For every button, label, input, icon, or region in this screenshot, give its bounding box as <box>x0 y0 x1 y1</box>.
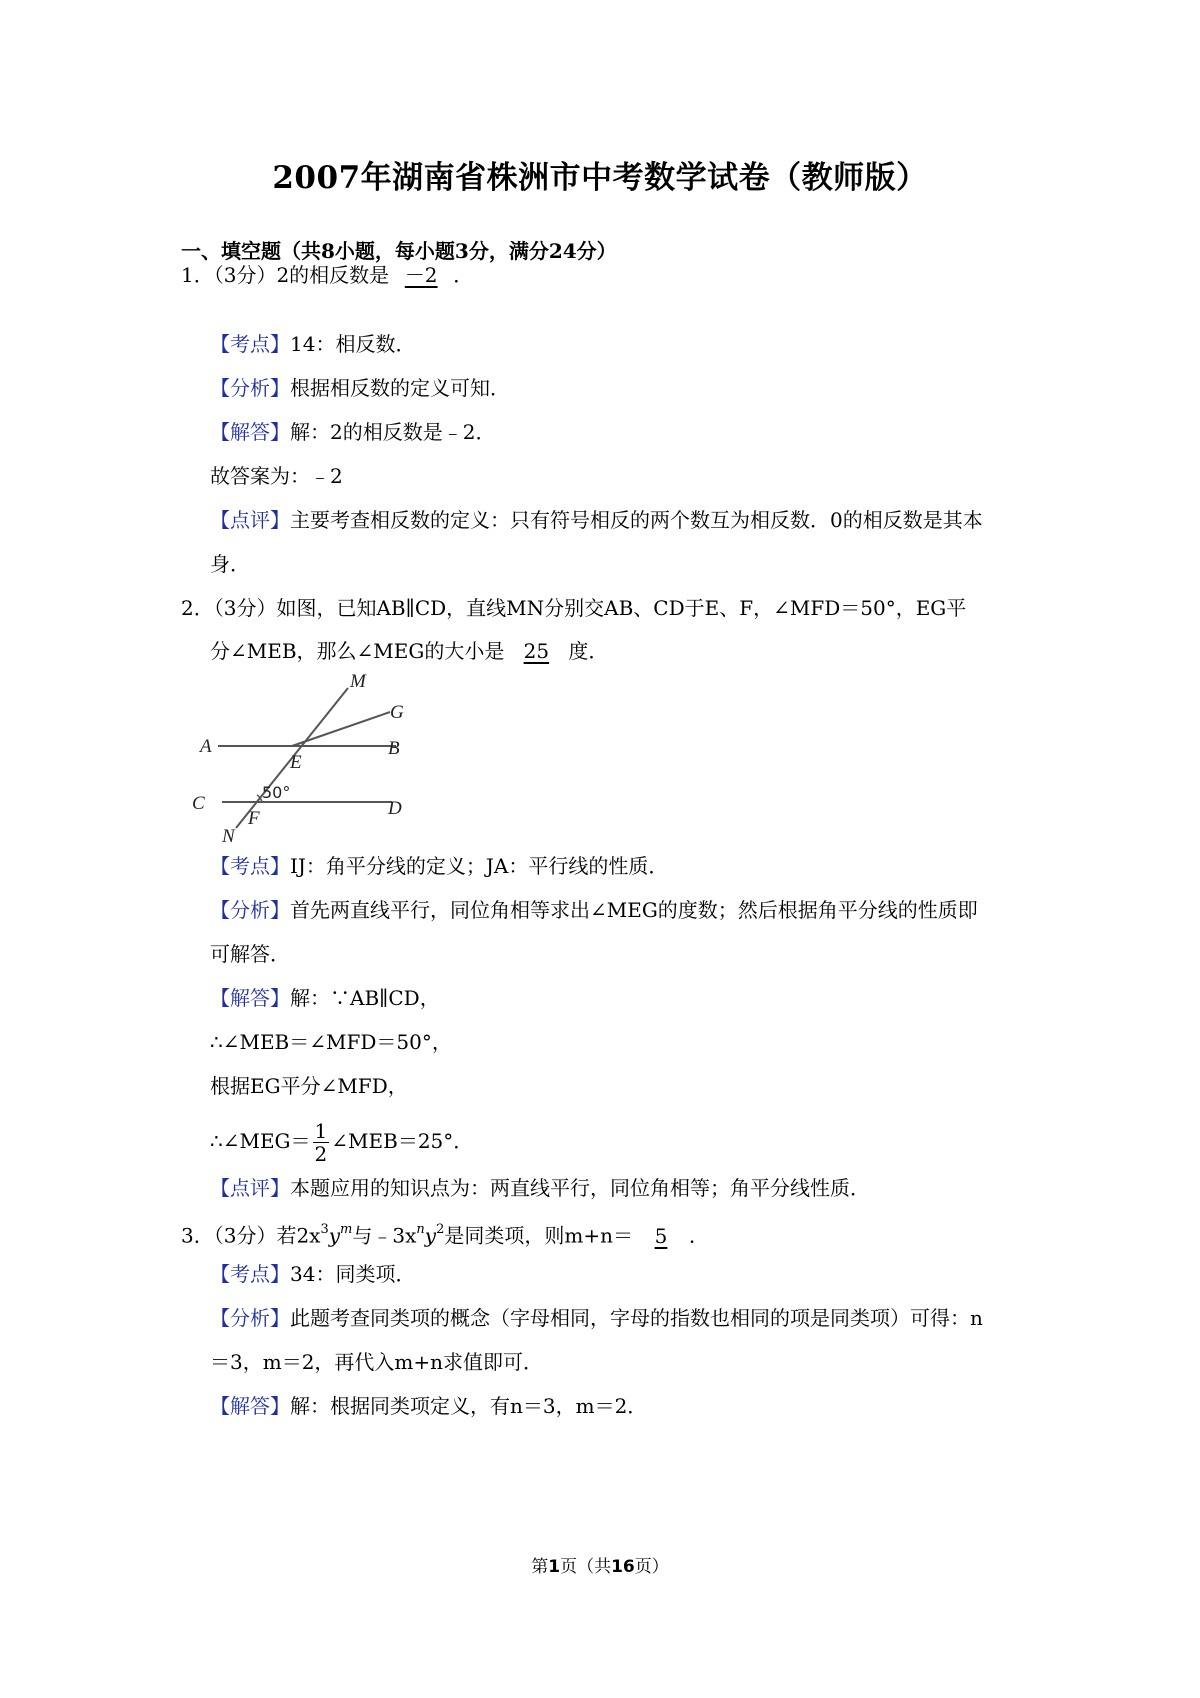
question-1-text: 1．（3分）2的相反数是 <box>181 263 390 287</box>
fraction <box>313 1120 330 1165</box>
jieda-tag: 【解答】 <box>210 1394 290 1418</box>
fraction-denominator: 2 <box>314 1142 328 1166</box>
q1-kaodian <box>210 329 415 359</box>
q3-jieda-text: 解：根据同类项定义，有n＝3，m＝2． <box>290 1394 648 1418</box>
q2-dianping <box>210 1173 870 1203</box>
label-g: G <box>390 702 404 723</box>
footer-total-pages: 16 <box>611 1557 635 1577</box>
page-title: 2007年湖南省株洲市中考数学试卷（教师版） <box>272 160 928 196</box>
question-3 <box>181 1217 709 1251</box>
q2-step2: ∴∠MEB＝∠MFD＝50°， <box>210 1030 452 1054</box>
label-e: E <box>290 752 302 773</box>
q1-jieda-text: 解：2的相反数是﹣2． <box>290 420 496 444</box>
dianping-tag: 【点评】 <box>210 508 290 532</box>
q3-text-4: y <box>424 1223 437 1248</box>
q3-text-1: 3．（3分）若2x <box>181 1223 321 1248</box>
q1-dianping-cont: 身． <box>210 552 250 576</box>
question-2-answer: 25 <box>523 639 550 663</box>
page-footer <box>0 1552 1200 1577</box>
q3-kaodian <box>210 1259 415 1289</box>
q2-step4-suffix: ∠MEB＝25°． <box>331 1129 474 1153</box>
q1-dianping <box>210 505 983 535</box>
q1-jieda <box>210 417 495 447</box>
q3-text-5: 是同类项，则m+n＝ <box>444 1223 633 1248</box>
q3-exp-3: n <box>416 1222 425 1237</box>
kaodian-tag: 【考点】 <box>210 854 290 878</box>
ray-eg <box>292 712 390 746</box>
jieda-tag: 【解答】 <box>210 986 290 1010</box>
q1-kaodian-text: 14：相反数． <box>290 332 416 356</box>
q3-exp-1: 3 <box>320 1222 329 1237</box>
q2-fenxi-cont: 可解答． <box>210 942 290 966</box>
q2-jieda <box>210 983 440 1013</box>
q3-fenxi-cont: ＝3，m＝2，再代入m+n求值即可． <box>210 1350 544 1374</box>
label-d: D <box>388 798 402 819</box>
q1-dianping-text: 主要考查相反数的定义：只有符号相反的两个数互为相反数．0的相反数是其本 <box>290 508 983 532</box>
q2-step3: 根据EG平分∠MFD， <box>210 1074 408 1098</box>
label-a: A <box>200 736 212 757</box>
footer-suffix: 页） <box>634 1557 669 1577</box>
kaodian-tag: 【考点】 <box>210 1262 290 1286</box>
q2-kaodian-text: IJ：角平分线的定义；JA：平行线的性质． <box>290 854 669 878</box>
question-1 <box>181 260 473 290</box>
fenxi-tag: 【分析】 <box>210 376 290 400</box>
label-f: F <box>248 808 260 829</box>
jieda-tag: 【解答】 <box>210 420 290 444</box>
geometry-figure <box>192 670 460 850</box>
angle-label: 50° <box>262 783 291 802</box>
footer-page-number: 1 <box>548 1557 561 1577</box>
q2-step4-prefix: ∴∠MEG＝ <box>210 1129 311 1153</box>
footer-middle: 页（共 <box>560 1557 612 1577</box>
question-3-answer: 5 <box>654 1223 668 1248</box>
q3-fenxi-text: 此题考查同类项的概念（字母相同，字母的指数也相同的项是同类项）可得：n <box>290 1306 983 1330</box>
q2-fenxi <box>210 895 978 925</box>
q3-text-3: 与﹣3x <box>352 1223 417 1248</box>
q3-jieda <box>210 1391 647 1421</box>
question-1-suffix: ． <box>453 263 474 287</box>
q3-exp-2: m <box>340 1222 353 1237</box>
q3-kaodian-text: 34：同类项． <box>290 1262 416 1286</box>
question-1-answer: －2 <box>404 263 438 287</box>
q2-kaodian <box>210 851 668 881</box>
q2-dianping-text: 本题应用的知识点为：两直线平行，同位角相等；角平分线性质． <box>290 1176 870 1200</box>
fenxi-tag: 【分析】 <box>210 898 290 922</box>
q2-jieda-text: 解：∵AB∥CD， <box>290 986 440 1010</box>
label-m: M <box>350 671 366 692</box>
q3-exp-4: 2 <box>436 1222 445 1237</box>
dianping-tag: 【点评】 <box>210 1176 290 1200</box>
kaodian-tag: 【考点】 <box>210 332 290 356</box>
q2-step4 <box>210 1116 473 1166</box>
question-2-line2 <box>210 636 608 666</box>
q1-fenxi-text: 根据相反数的定义可知． <box>290 376 510 400</box>
q3-text-2: y <box>328 1223 341 1248</box>
footer-prefix: 第 <box>531 1557 549 1577</box>
section-heading: 一、填空题（共8小题，每小题3分，满分24分） <box>181 239 617 263</box>
label-c: C <box>192 793 205 814</box>
label-n: N <box>222 826 235 847</box>
q3-fenxi <box>210 1303 983 1333</box>
question-2-suffix: 度． <box>568 639 609 663</box>
q1-fenxi <box>210 373 510 403</box>
question-2-text: 分∠MEB，那么∠MEG的大小是 <box>210 639 505 663</box>
fenxi-tag: 【分析】 <box>210 1306 290 1330</box>
question-2: 2．（3分）如图，已知AB∥CD，直线MN分别交AB、CD于E、F，∠MFD＝50°，EG平 <box>181 596 967 620</box>
q2-fenxi-text: 首先两直线平行，同位角相等求出∠MEG的度数；然后根据角平分线的性质即 <box>290 898 978 922</box>
label-b: B <box>388 738 400 759</box>
q1-answer-line: 故答案为：﹣2 <box>210 464 343 488</box>
q3-suffix: ． <box>688 1223 709 1248</box>
fraction-numerator: 1 <box>314 1119 328 1143</box>
